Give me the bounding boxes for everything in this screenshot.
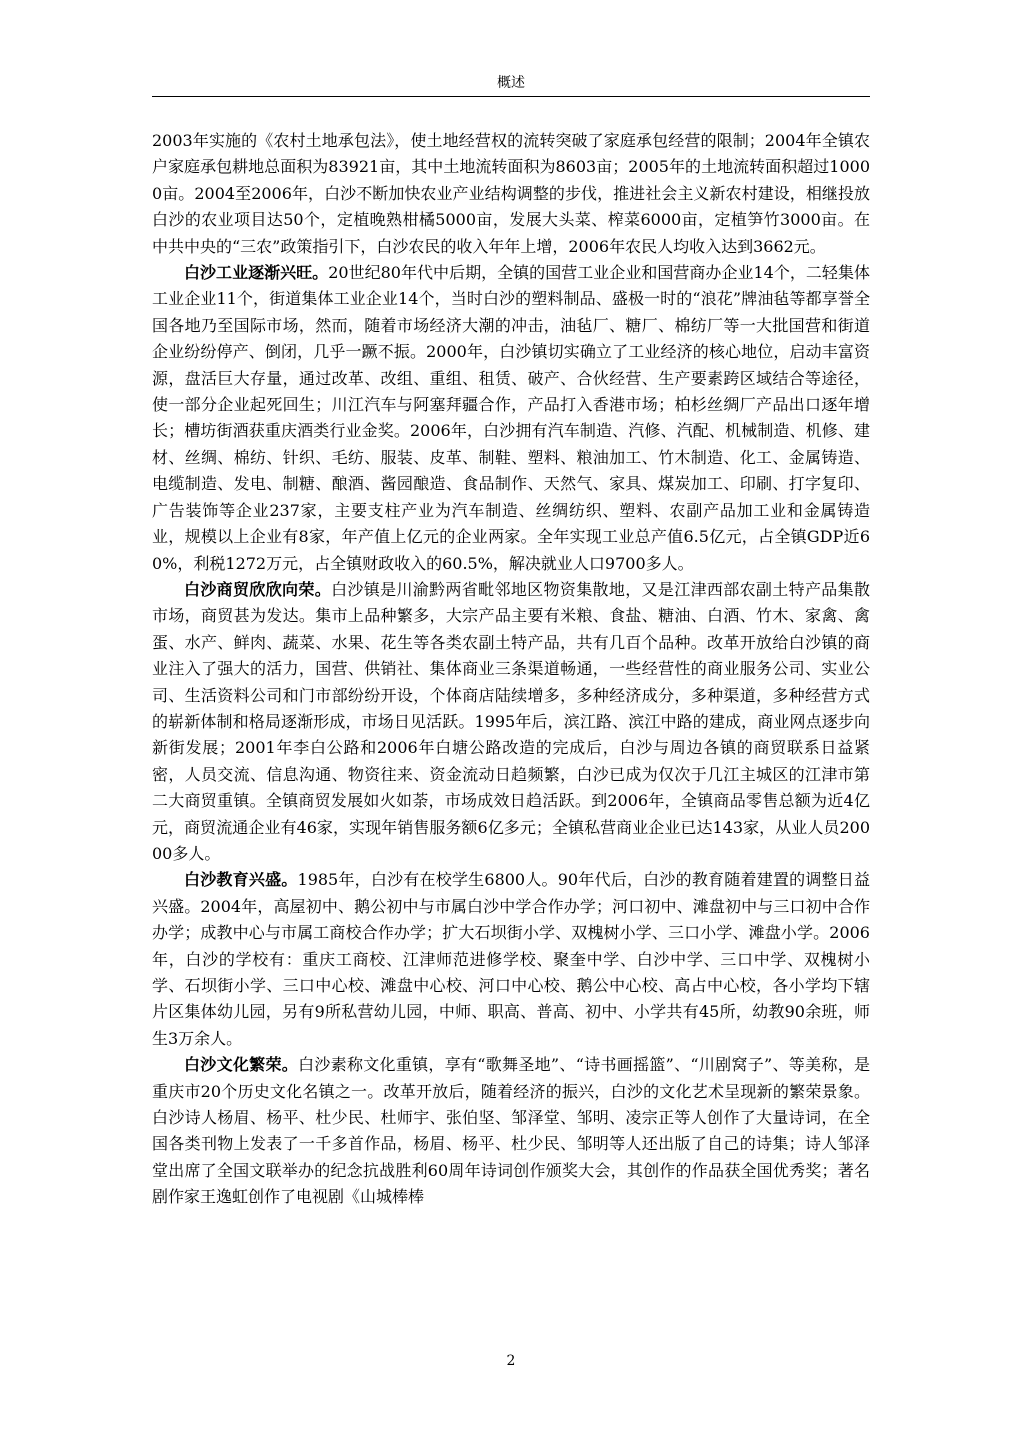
document-body [152, 128, 870, 1211]
paragraph-lead-heading: 白沙商贸欣欣向荣。 [184, 579, 332, 599]
page-header-title: 概述 [497, 75, 525, 91]
paragraph-lead-heading: 白沙教育兴盛。 [184, 870, 298, 890]
page-number: 2 [506, 1353, 516, 1369]
paragraph-lead-heading: 白沙工业逐渐兴旺。 [184, 263, 329, 283]
paragraph-commerce [152, 577, 870, 867]
paragraph-text: 2003年实施的《农村土地承包法》，使土地经营权的流转突破了家庭承包经营的限制；2004年全镇农户家庭承包耕地总面积为83921亩，其中土地流转面积为8603亩；2005年的土地流转面积超过10000亩。2004至2006年，白沙不断加快农业产业结构调整的步伐，推进社会主义新农村建设，相继投放白沙的农业项目达50个，定植晚熟柑橘5000亩，发展大头菜、榨菜6000亩，定植笋竹3000亩。在中共中央的“三农”政策指引下，白沙农民的收入年年上增，2006年农民人均收入达到3662元。 [152, 131, 870, 256]
paragraph-text: 20世纪80年代中后期，全镇的国营工业企业和国营商办企业14个，二轻集体工业企业11个，街道集体工业企业14个，当时白沙的塑料制品、盛极一时的“浪花”牌油毡等都享誉全国各地乃至国际市场，然而，随着市场经济大潮的冲击，油毡厂、糖厂、棉纺厂等一大批国营和街道企业纷纷停产、倒闭，几乎一蹶不振。2000年，白沙镇切实确立了工业经济的核心地位，启动丰富资源，盘活巨大存量，通过改革、改组、重组、租赁、破产、合伙经营、生产要素跨区域结合等途径，使一部分企业起死回生；川江汽车与阿塞拜疆合作，产品打入香港市场；柏杉丝绸厂产品出口逐年增长；槽坊街酒获重庆酒类行业金奖。2006年，白沙拥有汽车制造、汽修、汽配、机械制造、机修、建材、丝绸、棉纺、针织、毛纺、服装、皮革、制鞋、塑料、粮油加工、竹木制造、化工、金属铸造、电缆制造、发电、制糖、酿酒、酱园酿造、食品制作、天然气、家具、煤炭加工、印刷、打字复印、广告装饰等企业237家，主要支柱产业为汽车制造、丝绸纺织、塑料、农副产品加工业和金属铸造业，规模以上企业有8家，年产值上亿元的企业两家。全年实现工业总产值6.5亿元，占全镇GDP近60%，利税1272万元，占全镇财政收入的60.5%，解决就业人口9700多人。 [152, 263, 870, 573]
paragraph-industry [152, 260, 870, 577]
paragraph-text: 白沙镇是川渝黔两省毗邻地区物资集散地，又是江津西部农副土特产品集散市场，商贸甚为发达。集市上品种繁多，大宗产品主要有米粮、食盐、糖油、白酒、竹木、家禽、禽蛋、水产、鲜肉、蔬菜、水果、花生等各类农副土特产品，共有几百个品种。改革开放给白沙镇的商业注入了强大的活力，国营、供销社、集体商业三条渠道畅通，一些经营性的商业服务公司、实业公司、生活资料公司和门市部纷纷开设，个体商店陆续增多，多种经济成分，多种渠道，多种经营方式的崭新体制和格局逐渐形成，市场日见活跃。1995年后，滨江路、滨江中路的建成，商业网点逐步向新街发展；2001年李白公路和2006年白塘公路改造的完成后，白沙与周边各镇的商贸联系日益紧密，人员交流、信息沟通、物资往来、资金流动日趋频繁，白沙已成为仅次于几江主城区的江津市第二大商贸重镇。全镇商贸发展如火如荼，市场成效日趋活跃。到2006年，全镇商品零售总额为近4亿元，商贸流通企业有46家，实现年销售服务额6亿多元；全镇私营商业企业已达143家，从业人员20000多人。 [152, 579, 870, 863]
paragraph-lead-heading: 白沙文化繁荣。 [184, 1055, 299, 1075]
paragraph-land-contract [152, 128, 870, 260]
header-divider [152, 96, 870, 97]
paragraph-education [152, 867, 870, 1052]
paragraph-text: 白沙素称文化重镇，享有“歌舞圣地”、“诗书画摇篮”、“川剧窝子”、等美称，是重庆市20个历史文化名镇之一。改革开放后，随着经济的振兴，白沙的文化艺术呈现新的繁荣景象。白沙诗人杨眉、杨平、杜少民、杜师宇、张伯坚、邹泽堂、邹明、凌宗正等人创作了大量诗词，在全国各类刊物上发表了一千多首作品，杨眉、杨平、杜少民、邹明等人还出版了自己的诗集；诗人邹泽堂出席了全国文联举办的纪念抗战胜利60周年诗词创作颁奖大会，其创作的作品获全国优秀奖；著名剧作家王逸虹创作了电视剧《山城棒棒 [152, 1055, 870, 1207]
paragraph-culture [152, 1052, 870, 1210]
paragraph-text: 1985年，白沙有在校学生6800人。90年代后，白沙的教育随着建置的调整日益兴盛。2004年，高屋初中、鹅公初中与市属白沙中学合作办学；河口初中、滩盘初中与三口初中合作办学；成教中心与市属工商校合作办学；扩大石坝街小学、双槐树小学、三口小学、滩盘小学。2006年，白沙的学校有：重庆工商校、江津师范进修学校、聚奎中学、白沙中学、三口中学、双槐树小学、石坝街小学、三口中心校、滩盘中心校、河口中心校、鹅公中心校、高占中心校，各小学均下辖片区集体幼儿园，另有9所私营幼儿园，中师、职高、普高、初中、小学共有45所，幼教90余班，师生3万余人。 [152, 870, 870, 1048]
